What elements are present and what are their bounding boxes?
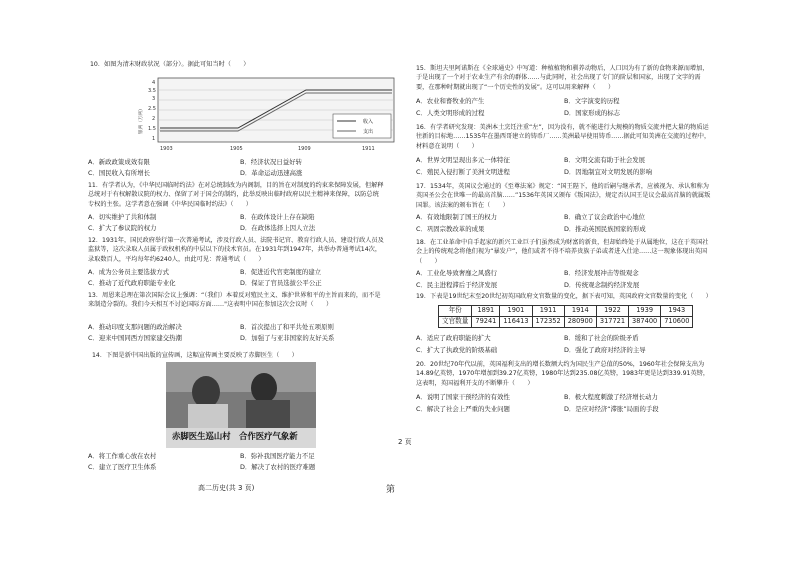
question-12-options	[88, 268, 388, 290]
option: D．加强了与亚非国家的友好关系	[240, 334, 335, 342]
finance-chart	[138, 76, 408, 160]
option: C．民主进程滞后于经济发展	[416, 281, 498, 289]
option: B．经济状况日益好转	[240, 158, 302, 166]
table-cell: 317721	[596, 317, 628, 328]
chart-ylabel: 银两（万两）	[139, 106, 144, 134]
question-13-stem: 13．周恩来总理在第次国际会议上强调：“（我们）本着反对殖民主义、维护世界和平的主旨而来的，而不是来制造分裂的。我们今天相互不讨论国际方面……"这表明中国在参加这次会议时（ ）	[88, 292, 381, 309]
question-16-stem: 16．有学者研究发现：美洲本土烹饪注重“左”，因为没有，就不能进行大规模的物质交流并把大量的物质运往新的目标地……1535年在墨西哥建立的铸币厂……美洲最早使用铸币……据此可知美洲在交流的过程中，材料意在说明（ ）	[416, 124, 711, 150]
option: C．推动了近代政府职能专业化	[88, 279, 176, 287]
question-13-options	[88, 323, 388, 345]
option: C．人类文明形成的过程	[416, 109, 485, 117]
option: C．扩大了执政党的阶级基础	[416, 346, 498, 354]
option: C．巩固宗教改革的成果	[416, 225, 485, 233]
option: C．国民收入有所增长	[88, 169, 150, 177]
table-cell: 1901	[500, 306, 532, 317]
table-cell: 280900	[564, 317, 596, 328]
option: C．殖民入侵打断了美洲文明进程	[416, 168, 510, 176]
option: B．确立了议会政治中心地位	[564, 213, 646, 221]
option: A．推动印度支那问题的政治解决	[88, 323, 182, 331]
option: A．切实维护了共和体制	[88, 213, 157, 221]
table-header-cell: 年份	[439, 306, 472, 317]
question-18-stem: 18．在工业革命中自手起家的新兴工业巨子们虽然成为财富的新贵，但却始终处于从属地位，这在于英国社会上的传统观念将他们视为“暴发户”，他们或者不得不培养贵族子弟或者进入仕途……这一现象体现出英国（ ）	[416, 239, 709, 265]
option: C．解决了社会上严重的失业问题	[416, 405, 510, 413]
option: B．促进近代官吏制度的建立	[240, 268, 322, 276]
question-17-stem: 17．1534年，英国议会通过的《至尊法案》规定：“国王陛下，他的后嗣与继承者，应被视为、承认和称为英国圣公会在世唯一的最高首脑……”1536年英国又颁布《叛国法》，规定否认国王是议会最高首脑的就属叛国罪。该法案的颁布旨在（ ）	[416, 183, 711, 209]
question-15-stem: 15．斯坦夫里阿诺斯在《全球通史》中写道：种植植物和驯养动物后，人口因为有了新的食物来源而增加，于是出现了一个对于农业生产有余的群体……与此同时，社会出现了专门的阶层和国家，出现了文字的需要，在那种时期就出现了“一个历史性的发展”。这可以用来解释（ ）	[416, 65, 709, 91]
page-mark: 第	[386, 485, 396, 495]
option: B．经济发展冲击等级观念	[564, 269, 639, 277]
table-row	[439, 317, 693, 328]
option: A．世界文明呈现出多元一体特征	[416, 156, 510, 164]
option: B．文字演变的历程	[564, 97, 620, 105]
table-cell: 116413	[500, 317, 532, 328]
legend-expense: 支出	[363, 129, 374, 135]
option: A．说明了国家干预经济的有效性	[416, 393, 510, 401]
option: B．在政体设计上存在缺陷	[240, 213, 315, 221]
svg-text:1.5: 1.5	[148, 126, 156, 132]
option: B．缓和了社会的阶级矛盾	[564, 334, 639, 342]
civil-servant-table	[438, 305, 693, 328]
question-11-stem: 11．有学者认为，《中华民国临时约法》在对总统制改为内阁制，目的旨在对制度的约束来保障发展，但解释总统对于有权解散议院的权力、保留了对于国会的制约，此举反映出临时政府以民主精神来保障，以防总统专权的主张。这学者意在强调《中华民国临时约法》（ ）	[88, 182, 384, 208]
option: A．将工作重心放在农村	[88, 452, 157, 460]
svg-text:2: 2	[152, 116, 156, 122]
option: D．解决了农村的医疗难题	[240, 463, 316, 471]
option: B．文明交流有助于社会发展	[564, 156, 646, 164]
svg-text:1911: 1911	[362, 146, 375, 152]
option: D．革命运动迅速高涨	[240, 169, 303, 177]
option: A．有效地限制了国王的权力	[416, 213, 498, 221]
option: D．在政体选择上因人立法	[240, 224, 316, 232]
table-cell: 79241	[472, 317, 500, 328]
option: A．成为公务员主要选拔方式	[88, 268, 170, 276]
svg-text:1905: 1905	[230, 146, 243, 152]
question-19-stem: 19．下表是19世纪末至20世纪初英国政府文官数量的变化，据下表可知，英国政府文官数量的变化（ ）	[416, 293, 712, 300]
question-17-options	[416, 213, 714, 235]
question-12-stem: 12．1931年，国民政府举行第一次普通考试，涉及行政人员、法院书记官、教育行政人员、建设行政人员及监狱等，这次录取人员属于政权机构的中层以下的技术官员。在1931年到1947年，共举办普通考试14次，录取数百人，平均每年约6240人，由此可见：普通考试（ ）	[88, 237, 384, 263]
question-10-options	[88, 158, 388, 180]
option: B．极大程度刺激了经济增长动力	[564, 393, 658, 401]
table-row	[439, 306, 693, 317]
question-18-options	[416, 269, 714, 291]
question-20-stem: 20．20世纪70年代以前，英国福利支出的增长数额大约为国民生产总值的50%，1960年社会保障支出为14.89亿英镑，1970年增加到39.27亿英镑，1980年达到235.08亿英镑，1983年更是达到339.91英镑，这表明，英国福利开支的不断攀升（ ）	[416, 361, 710, 387]
question-20-options	[416, 393, 714, 415]
table-cell: 1922	[596, 306, 628, 317]
left-page-footer: 高二历史(共 3 页)	[198, 484, 255, 492]
table-cell: 387400	[629, 317, 661, 328]
question-16-options	[416, 156, 714, 178]
page-number: 2 页	[398, 438, 412, 446]
svg-text:3.5: 3.5	[148, 88, 156, 94]
question-10-stem: 10．如图为清末财政状况（部分）。据此可知当时（ ）	[90, 61, 250, 68]
option: C．迎来中国同西方国家建交热潮	[88, 334, 182, 342]
poster-caption: 赤脚医生巡山村 合作医疗气象新	[172, 431, 298, 441]
svg-text:2.5: 2.5	[148, 106, 156, 112]
option: A．新政政策成效有限	[88, 158, 150, 166]
table-cell: 1939	[629, 306, 661, 317]
option: B．首次提出了和平共处五项原则	[240, 323, 334, 331]
svg-text:1903: 1903	[160, 146, 173, 152]
table-cell: 1891	[472, 306, 500, 317]
propaganda-poster-image	[166, 362, 316, 448]
table-cell: 1911	[532, 306, 564, 317]
option: A．适应了政府职能的扩大	[416, 334, 491, 342]
option: D．是应对经济“滞胀”局面的手段	[564, 405, 659, 413]
question-15-options	[416, 97, 714, 119]
table-cell: 710600	[661, 317, 693, 328]
question-14-options	[88, 452, 388, 474]
table-cell: 1943	[661, 306, 693, 317]
option: D．国家形成的标志	[564, 109, 621, 117]
option: D．强化了政府对经济的主导	[564, 346, 646, 354]
svg-text:1: 1	[152, 136, 156, 142]
option: D．传统观念制约经济发展	[564, 281, 640, 289]
svg-text:4: 4	[152, 80, 156, 86]
table-cell: 172352	[532, 317, 564, 328]
option: C．扩大了参议院的权力	[88, 224, 157, 232]
legend-income: 收入	[363, 119, 374, 125]
question-14-stem: 14．下图是新中国出版的宣传画，这幅宣传画主要反映了赤脚医生（ ）	[92, 352, 298, 359]
table-cell: 1914	[564, 306, 596, 317]
option: D．推动英国民族国家的形成	[564, 225, 646, 233]
question-11-options	[88, 213, 388, 235]
svg-text:1909: 1909	[298, 146, 311, 152]
option: D．因地制宜对文明发展的影响	[564, 168, 652, 176]
option: A．农业和畜牧业的产生	[416, 97, 485, 105]
option: B．弥补我国医疗能力不足	[240, 452, 315, 460]
table-header-cell: 文官数量	[439, 317, 472, 328]
option: D．保证了官员选拔公平公正	[240, 279, 322, 287]
option: C．建立了医疗卫生体系	[88, 463, 157, 471]
question-19-options	[416, 334, 714, 356]
option: A．工业化导致奢靡之风盛行	[416, 269, 498, 277]
svg-text:3: 3	[152, 96, 156, 102]
